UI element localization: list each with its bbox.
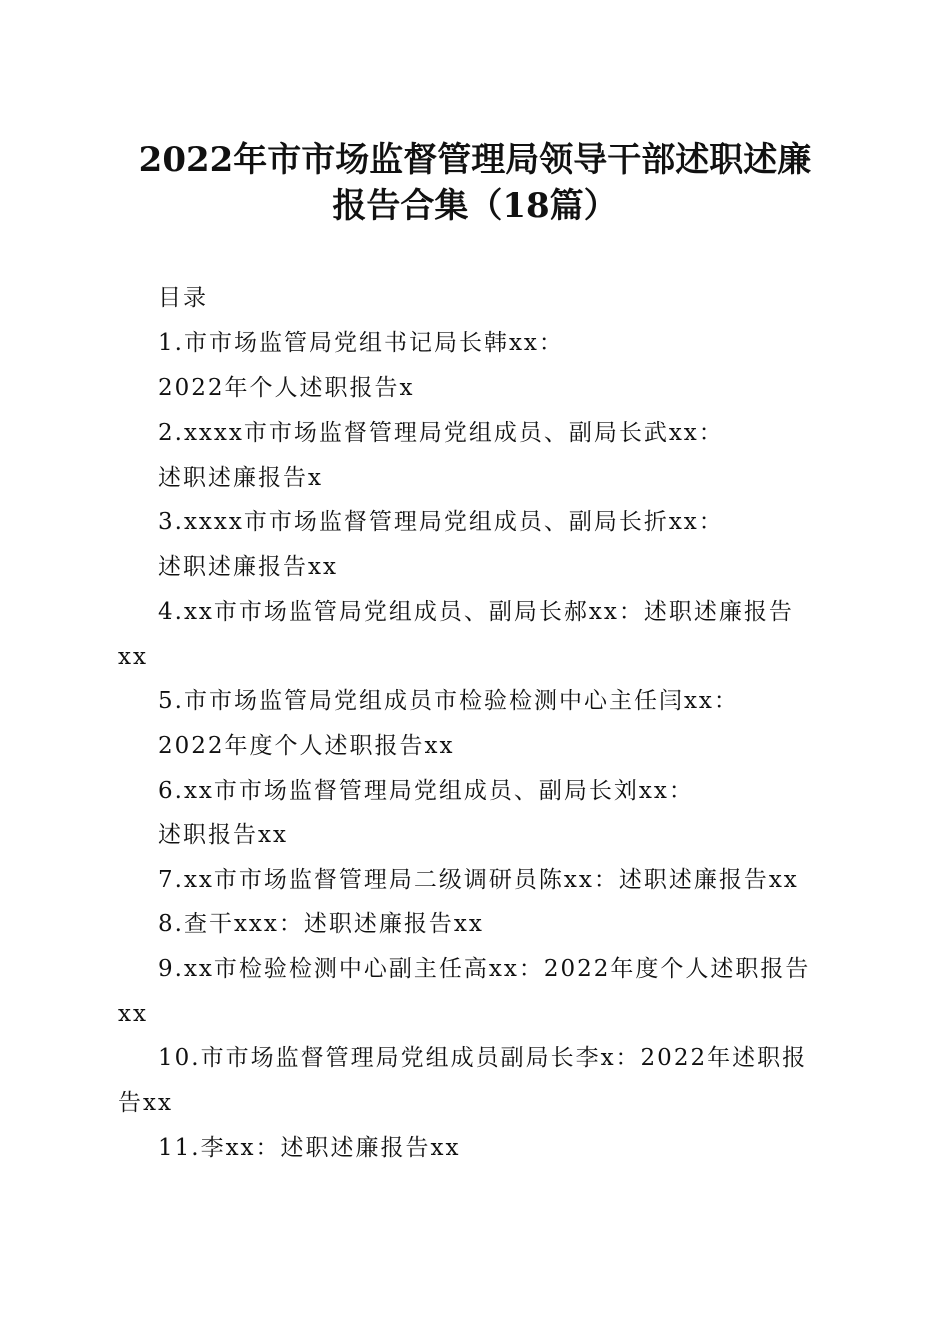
toc-line: 10.市市场监督管理局党组成员副局长李x：2022年述职报 <box>158 1045 808 1071</box>
toc-heading: 目录 <box>158 285 208 311</box>
toc-line-continuation: xx <box>118 644 148 670</box>
toc-line: 9.xx市检验检测中心副主任高xx：2022年度个人述职报告 <box>158 956 811 982</box>
toc-line: 2.xxxx市市场监督管理局党组成员、副局长武xx： <box>158 420 724 446</box>
toc-line-continuation: xx <box>118 1001 148 1027</box>
toc-line: 述职述廉报告xx <box>158 554 338 580</box>
toc-line: 述职述廉报告x <box>158 465 323 491</box>
toc-line: 4.xx市市场监管局党组成员、副局长郝xx：述职述廉报告 <box>158 599 794 625</box>
toc-line-continuation: 告xx <box>118 1090 173 1116</box>
toc-line: 11.李xx：述职述廉报告xx <box>158 1135 461 1161</box>
toc-line: 7.xx市市场监督管理局二级调研员陈xx：述职述廉报告xx <box>158 867 799 893</box>
document-title-line-2: 报告合集（18篇） <box>332 186 618 226</box>
toc-line: 8.查干xxx：述职述廉报告xx <box>158 911 484 937</box>
toc-line: 5.市市场监管局党组成员市检验检测中心主任闫xx： <box>158 688 739 714</box>
toc-line: 2022年度个人述职报告xx <box>158 733 455 759</box>
toc-line: 1.市市场监管局党组书记局长韩xx： <box>158 330 564 356</box>
toc-line: 6.xx市市场监督管理局党组成员、副局长刘xx： <box>158 778 694 804</box>
toc-line: 2022年个人述职报告x <box>158 375 415 401</box>
document-title-line-1: 2022年市市场监督管理局领导干部述职述廉 <box>138 140 812 180</box>
toc-line: 述职报告xx <box>158 822 288 848</box>
toc-line: 3.xxxx市市场监督管理局党组成员、副局长折xx： <box>158 509 724 535</box>
